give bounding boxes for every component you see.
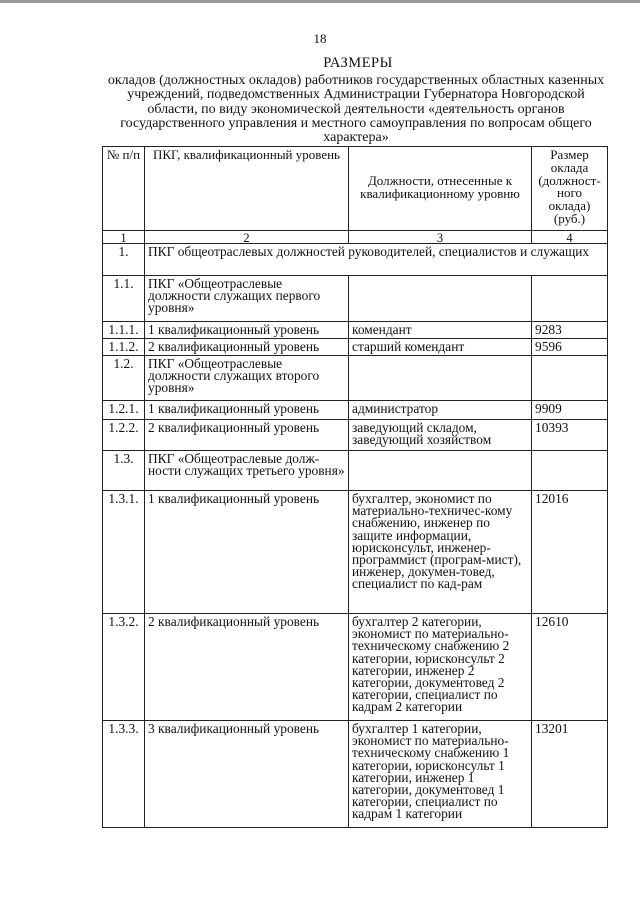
- column-index: 1: [103, 231, 145, 244]
- column-index-row: [103, 231, 608, 244]
- document-subtitle: окладов (должностных окладов) работников государственных областных казенных учреждений, подведомственных Администрации Губернатора Новгородской области, по виду экономической деятельности «деятельность органов государственного управления и местного самоуправления по вопросам общего характера»: [107, 73, 605, 146]
- header-num: № п/п: [103, 147, 145, 231]
- row-number: 1.2.2.: [103, 420, 145, 451]
- positions-cell: [349, 356, 532, 401]
- column-index: 3: [349, 231, 532, 244]
- positions-cell: бухгалтер 1 категории, экономист по материально-техническому снабжению 1 категории, юрисконсульт 1 категории, инженер 1 категории, документовед 1 категории, специалист по кадрам 1 категории: [349, 721, 532, 828]
- column-index: 4: [532, 231, 608, 244]
- positions-cell: бухгалтер 2 категории, экономист по материально-техническому снабжению 2 категории, юрисконсульт 2 категории, инженер 2 категории, документовед 2 категории, специалист по кадрам 2 категории: [349, 614, 532, 721]
- salary-cell: [532, 451, 608, 491]
- salary-cell: 13201: [532, 721, 608, 828]
- row-number: 1.3.3.: [103, 721, 145, 828]
- pkg-cell: ПКГ «Общеотраслевые должности служащих второго уровня»: [145, 356, 349, 401]
- row-number: 1.3.1.: [103, 491, 145, 614]
- positions-cell: администратор: [349, 401, 532, 420]
- salary-cell: 9596: [532, 339, 608, 356]
- table-row: [103, 322, 608, 339]
- row-number: 1.2.1.: [103, 401, 145, 420]
- header-salary: Размер оклада (должност-ного оклада) (руб.): [532, 147, 608, 231]
- row-number: 1.3.: [103, 451, 145, 491]
- positions-cell: бухгалтер, экономист по материально-техничес-кому снабжению, инженер по защите информации, юрисконсульт, инженер-программист (програм-мист), инженер, докумен-товед, специалист по кад-рам: [349, 491, 532, 614]
- row-number: 1.1.: [103, 276, 145, 322]
- salary-cell: 12610: [532, 614, 608, 721]
- section-title: ПКГ общеотраслевых должностей руководителей, специалистов и служащих: [145, 244, 608, 276]
- salary-cell: 10393: [532, 420, 608, 451]
- table-row: [103, 276, 608, 322]
- table-row: [103, 614, 608, 721]
- section-row: [103, 244, 608, 276]
- row-number: 1.: [103, 244, 145, 276]
- salary-cell: [532, 276, 608, 322]
- row-number: 1.2.: [103, 356, 145, 401]
- pkg-cell: ПКГ «Общеотраслевые должности служащих первого уровня»: [145, 276, 349, 322]
- column-index: 2: [145, 231, 349, 244]
- table-row: [103, 721, 608, 828]
- positions-cell: [349, 276, 532, 322]
- scan-edge: [0, 0, 640, 3]
- row-number: 1.1.1.: [103, 322, 145, 339]
- table-row: [103, 339, 608, 356]
- positions-cell: старший комендант: [349, 339, 532, 356]
- table-row: [103, 420, 608, 451]
- salary-table: [102, 146, 608, 828]
- positions-cell: [349, 451, 532, 491]
- header-pkg: ПКГ, квалификационный уровень: [145, 147, 349, 231]
- pkg-cell: 2 квалификационный уровень: [145, 420, 349, 451]
- row-number: 1.3.2.: [103, 614, 145, 721]
- header-row: [103, 147, 608, 231]
- salary-cell: 9909: [532, 401, 608, 420]
- salary-cell: [532, 356, 608, 401]
- pkg-cell: 1 квалификационный уровень: [145, 401, 349, 420]
- header-positions: Должности, отнесенные к квалификационному уровню: [349, 147, 532, 231]
- table-row: [103, 356, 608, 401]
- table-row: [103, 401, 608, 420]
- document-title: РАЗМЕРЫ: [323, 55, 393, 71]
- page-number: 18: [313, 31, 327, 46]
- positions-cell: комендант: [349, 322, 532, 339]
- pkg-cell: ПКГ «Общеотраслевые долж-ности служащих третьего уровня»: [145, 451, 349, 491]
- pkg-cell: 1 квалификационный уровень: [145, 491, 349, 614]
- table-row: [103, 491, 608, 614]
- pkg-cell: 3 квалификационный уровень: [145, 721, 349, 828]
- pkg-cell: 1 квалификационный уровень: [145, 322, 349, 339]
- pkg-cell: 2 квалификационный уровень: [145, 614, 349, 721]
- pkg-cell: 2 квалификационный уровень: [145, 339, 349, 356]
- table-row: [103, 451, 608, 491]
- salary-cell: 12016: [532, 491, 608, 614]
- positions-cell: заведующий складом, заведующий хозяйством: [349, 420, 532, 451]
- salary-cell: 9283: [532, 322, 608, 339]
- row-number: 1.1.2.: [103, 339, 145, 356]
